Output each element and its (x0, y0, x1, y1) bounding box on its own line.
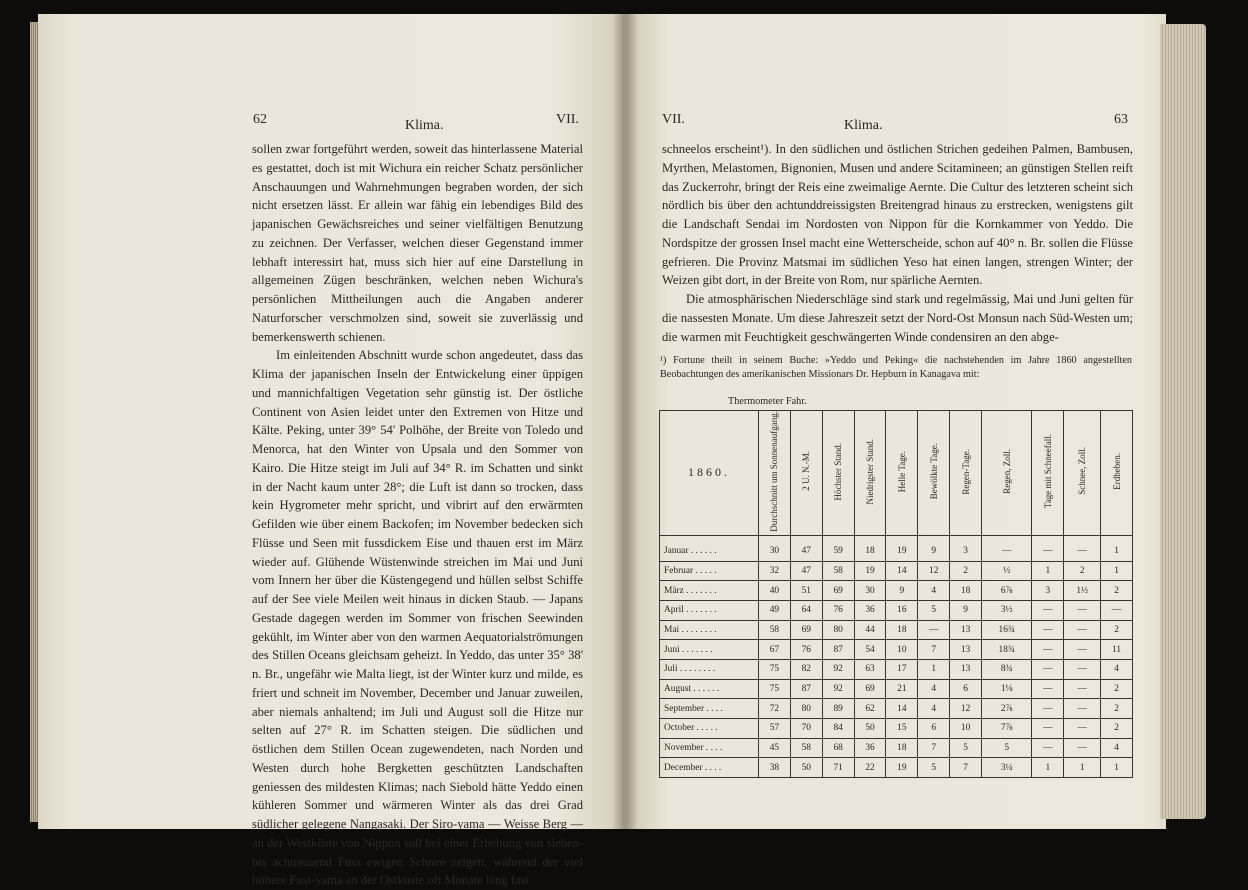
value-cell: 40 (759, 581, 791, 601)
value-cell: 30 (759, 535, 791, 561)
right-body-text (662, 140, 1133, 346)
value-cell: 58 (759, 620, 791, 640)
value-cell: 2⅞ (982, 699, 1032, 719)
left-page-number: 62 (253, 112, 267, 127)
value-cell: — (1032, 718, 1064, 738)
value-cell: 76 (822, 600, 854, 620)
value-cell: 22 (854, 758, 886, 778)
value-cell: 18 (886, 738, 918, 758)
value-cell: — (1064, 620, 1101, 640)
value-cell: 19 (886, 758, 918, 778)
left-paragraph-1: sollen zwar fortgeführt werden, soweit das hinterlassene Material es gestattet, doch ist mit Wichura ein reicher Schatz persönlicher Anschauungen und Wahrnehmungen begraben worden, der sich nicht ersetzen lässt. Er allein war fähig ein lebendiges Bild des japanischen Gewächsreiches und seiner vielfältigen Benutzung zu zeichnen. Der Verfasser, welchen dieser Gegenstand immer lebhaft interessirt hat, muss sich hier auf eine Darstellung in allgemeinen Zügen beschränken, welchen neben Wichura's persönlichen Mittheilungen auch die Angaben anderer Naturforscher verschmolzen sind, soweit sie zuverlässig und bemerkenswerth schienen. (252, 142, 583, 344)
value-cell: 1 (1032, 758, 1064, 778)
value-cell: 7 (918, 640, 950, 660)
value-cell: 1 (1101, 535, 1133, 561)
value-cell: — (1064, 679, 1101, 699)
footnote: ¹) Fortune theilt in seinem Buche: »Yeddo und Peking« die nachstehenden im Jahre 1860 angestellten Beobachtungen des amerikanischen Missionars Dr. Hepburn in Kanagava mit: (660, 355, 1132, 380)
value-cell: 9 (918, 535, 950, 561)
table-row (660, 679, 1133, 699)
value-cell: 63 (854, 659, 886, 679)
value-cell: — (1064, 738, 1101, 758)
value-cell: 36 (854, 600, 886, 620)
column-header: Helle Tage. (886, 411, 918, 536)
value-cell: 21 (886, 679, 918, 699)
value-cell: 70 (790, 718, 822, 738)
month-cell: September . . . . (660, 699, 759, 719)
value-cell: 87 (790, 679, 822, 699)
value-cell: 80 (790, 699, 822, 719)
value-cell: 44 (854, 620, 886, 640)
value-cell: 13 (950, 640, 982, 660)
table-row (660, 758, 1133, 778)
value-cell: 9 (950, 600, 982, 620)
value-cell: — (1101, 600, 1133, 620)
weather-table (659, 410, 1133, 778)
value-cell: 6⅞ (982, 581, 1032, 601)
table-row (660, 561, 1133, 581)
value-cell: — (1032, 640, 1064, 660)
value-cell: 12 (918, 561, 950, 581)
table-year-header: 1860. (660, 411, 759, 536)
column-header: Höchster Stand. (822, 411, 854, 536)
month-cell: Februar . . . . . (660, 561, 759, 581)
table-row (660, 699, 1133, 719)
left-running-head: Klima. (405, 118, 444, 133)
value-cell: 13 (950, 620, 982, 640)
value-cell: 1½ (1064, 581, 1101, 601)
column-header: Erdbeben. (1101, 411, 1133, 536)
value-cell: 18 (886, 620, 918, 640)
value-cell: 10 (950, 718, 982, 738)
value-cell: 4 (918, 581, 950, 601)
value-cell: 76 (790, 640, 822, 660)
value-cell: — (1064, 640, 1101, 660)
value-cell: 15 (886, 718, 918, 738)
value-cell: 19 (854, 561, 886, 581)
value-cell: — (1032, 659, 1064, 679)
left-chapter: VII. (556, 112, 579, 127)
value-cell: 9 (886, 581, 918, 601)
right-paragraph-2: Die atmosphärischen Niederschläge sind stark und regelmässig, Mai und Juni gelten für die nassesten Monate. Um diese Jahreszeit setzt der Nord-Ost Monsun nach Süd-Westen um; die warmen mit Feuchtigkeit geschwängerten Winde condensiren an den abge- (662, 292, 1133, 344)
month-cell: März . . . . . . . (660, 581, 759, 601)
value-cell: 75 (759, 679, 791, 699)
column-header: Regen, Zoll. (982, 411, 1032, 536)
value-cell: 5 (918, 600, 950, 620)
column-header: Bewölkte Tage. (918, 411, 950, 536)
value-cell: 59 (822, 535, 854, 561)
value-cell: 92 (822, 679, 854, 699)
value-cell: 57 (759, 718, 791, 738)
value-cell: 2 (1101, 699, 1133, 719)
value-cell: 58 (790, 738, 822, 758)
column-header: 2 U. N.-M. (790, 411, 822, 536)
value-cell: — (1064, 718, 1101, 738)
value-cell: 19 (886, 535, 918, 561)
table-caption: Thermometer Fahr. (728, 396, 807, 407)
book-page-edges (1160, 24, 1206, 819)
value-cell: 3 (950, 535, 982, 561)
value-cell: 71 (822, 758, 854, 778)
month-cell: November . . . . (660, 738, 759, 758)
month-cell: Juli . . . . . . . . (660, 659, 759, 679)
value-cell: — (1032, 535, 1064, 561)
left-paragraph-2: Im einleitenden Abschnitt wurde schon angedeutet, dass das Klima der japanischen Inseln der Entwickelung einer üppigen und mannichfaltigen Vegetation sehr günstig ist. Der östliche Continent von Asien leidet unter den Extremen von Hitze und Kälte. Peking, unter 39° 54' Polhöhe, der Breite von Toledo und Menorca, hat den Winter von Upsala und den Sommer von Kairo. Die Hitze steigt im Juli auf 34° R. im Schatten und sinkt in der Nacht kaum unter 28°; die Luft ist dann so trocken, dass kein Hygrometer mehr spricht, und vibrirt auf den erwärmten Gefilden wie über einem Backofen; im November bedecken sich Flüsse und Seen mit fussdickem Eise und thauen erst im März wieder auf. Glühende Wüstenwinde streichen im Mai und Juni vom Innern her über die Küstengegend und hüllen selbst Schiffe auf der See viele Meilen weit hinaus in dicken Staub. — Japans Gestade dagegen werden im Sommer von frischen Seewinden gekühlt, im Winter aber von den warmen Aequatorialströmungen des Stillen Oceans gleichsam geheizt. In Yeddo, das unter 35° 38' n. Br., ungefähr wie Malta liegt, ist der Winter kurz und milde, es friert und schneit im November, December und Januar zuweilen, aber niemals anhaltend; im Juli und August soll die Hitze nur selten auf 27° R. im Schatten steigen. Die südlichen und östlichen dem Stillen Ocean zugewendeten, nach Norden und Westen durch hohe Bergketten geschützten Landschaften geniessen des mildesten Klimas; nach Siebold hätte Yeddo einen kühleren Sommer und wärmeren Winter als das drei Grad südlicher gelegene Nangasaki. Der Siro-yama — Weisse Berg — an der Westküste von Nippon soll bei einer Erhebung von sieben- bis achttausend Fuss ewigen Schnee zeigen, während der viel höhere Fusi-yama an der Ostküste oft Monate lang fast (252, 348, 583, 888)
value-cell: 2 (1101, 620, 1133, 640)
value-cell: 82 (790, 659, 822, 679)
value-cell: 32 (759, 561, 791, 581)
value-cell: 1 (1032, 561, 1064, 581)
value-cell: 54 (854, 640, 886, 660)
table-row (660, 600, 1133, 620)
value-cell: 7 (918, 738, 950, 758)
month-cell: Januar . . . . . . (660, 535, 759, 561)
value-cell: 5 (950, 738, 982, 758)
value-cell: 30 (854, 581, 886, 601)
value-cell: — (1064, 600, 1101, 620)
value-cell: 4 (1101, 738, 1133, 758)
month-cell: October . . . . . (660, 718, 759, 738)
value-cell: 18 (950, 581, 982, 601)
value-cell: — (1064, 699, 1101, 719)
value-cell: 5 (982, 738, 1032, 758)
value-cell: 80 (822, 620, 854, 640)
table-row (660, 640, 1133, 660)
value-cell: 4 (918, 699, 950, 719)
value-cell: 69 (790, 620, 822, 640)
value-cell: — (1032, 738, 1064, 758)
value-cell: 45 (759, 738, 791, 758)
table-row (660, 659, 1133, 679)
value-cell: 50 (854, 718, 886, 738)
value-cell: 14 (886, 699, 918, 719)
value-cell: 75 (759, 659, 791, 679)
month-cell: August . . . . . . (660, 679, 759, 699)
table-row (660, 718, 1133, 738)
value-cell: 1 (1064, 758, 1101, 778)
value-cell: 6 (950, 679, 982, 699)
value-cell: 50 (790, 758, 822, 778)
value-cell: 12 (950, 699, 982, 719)
value-cell: 69 (854, 679, 886, 699)
value-cell: 49 (759, 600, 791, 620)
value-cell: 17 (886, 659, 918, 679)
value-cell: 36 (854, 738, 886, 758)
right-running-head: Klima. (844, 118, 883, 133)
value-cell: 68 (822, 738, 854, 758)
value-cell: 3½ (982, 600, 1032, 620)
left-body-text (252, 140, 583, 890)
value-cell: 92 (822, 659, 854, 679)
month-cell: December . . . . (660, 758, 759, 778)
value-cell: 47 (790, 535, 822, 561)
column-header: Niedrigster Stand. (854, 411, 886, 536)
value-cell: — (1032, 679, 1064, 699)
column-header: Durchschnitt um Sonnenaufgang. (759, 411, 791, 536)
value-cell: 7 (950, 758, 982, 778)
value-cell: 72 (759, 699, 791, 719)
value-cell: 16 (886, 600, 918, 620)
right-paragraph-1: schneelos erscheint¹). In den südlichen und östlichen Strichen gedeihen Palmen, Bambusen, Myrthen, Melastomen, Bignonien, Musen und andere Scitamineen; an günstigen Stellen reift das Zuckerrohr, bringt der Reis eine zweimalige Aernte. Die Cultur des letzteren scheint sich nördlich bis über den achtunddreissigsten Breitengrad hinaus zu erstrecken, wenigstens gilt die Landschaft Sendai im Nordosten von Nippon für die Kornkammer von Yeddo. Die Nordspitze der grossen Insel macht eine Wetterscheide, schon auf 40° n. Br. sollen die Flüsse gefrieren. Die Provinz Matsmai im südlichen Yeso hat einen langen, strengen Winter; der Weizen gibt dort, in der Breite von Rom, nur spärliche Aernten. (662, 142, 1133, 288)
value-cell: 14 (886, 561, 918, 581)
table-row (660, 535, 1133, 561)
value-cell: 1 (1101, 758, 1133, 778)
value-cell: — (1064, 659, 1101, 679)
value-cell: 64 (790, 600, 822, 620)
value-cell: 18 (854, 535, 886, 561)
value-cell: 4 (918, 679, 950, 699)
value-cell: 38 (759, 758, 791, 778)
value-cell: 2 (1101, 718, 1133, 738)
value-cell: 1⅛ (982, 679, 1032, 699)
value-cell: 4 (1101, 659, 1133, 679)
value-cell: ½ (982, 561, 1032, 581)
value-cell: 11 (1101, 640, 1133, 660)
value-cell: 84 (822, 718, 854, 738)
value-cell: 87 (822, 640, 854, 660)
book-gutter (612, 14, 638, 829)
value-cell: 8¾ (982, 659, 1032, 679)
value-cell: 18¾ (982, 640, 1032, 660)
right-chapter: VII. (662, 112, 685, 127)
value-cell: — (1064, 535, 1101, 561)
column-header: Schnee, Zoll. (1064, 411, 1101, 536)
value-cell: 16¾ (982, 620, 1032, 640)
month-cell: Juni . . . . . . . (660, 640, 759, 660)
value-cell: 89 (822, 699, 854, 719)
value-cell: 67 (759, 640, 791, 660)
value-cell: 10 (886, 640, 918, 660)
value-cell: — (982, 535, 1032, 561)
value-cell: 2 (1101, 679, 1133, 699)
value-cell: — (1032, 600, 1064, 620)
value-cell: 5 (918, 758, 950, 778)
table-row (660, 620, 1133, 640)
value-cell: — (1032, 620, 1064, 640)
month-cell: Mai . . . . . . . . (660, 620, 759, 640)
table-row (660, 581, 1133, 601)
value-cell: 69 (822, 581, 854, 601)
value-cell: 51 (790, 581, 822, 601)
right-page-number: 63 (1114, 112, 1128, 127)
value-cell: — (1032, 699, 1064, 719)
value-cell: 47 (790, 561, 822, 581)
value-cell: 1 (918, 659, 950, 679)
column-header: Regen-Tage. (950, 411, 982, 536)
value-cell: 6 (918, 718, 950, 738)
value-cell: 7⅞ (982, 718, 1032, 738)
value-cell: 3 (1032, 581, 1064, 601)
value-cell: 2 (1064, 561, 1101, 581)
column-header: Tage mit Schneefall. (1032, 411, 1064, 536)
month-cell: April . . . . . . . (660, 600, 759, 620)
value-cell: — (918, 620, 950, 640)
value-cell: 58 (822, 561, 854, 581)
value-cell: 1 (1101, 561, 1133, 581)
value-cell: 3¼ (982, 758, 1032, 778)
table-row (660, 738, 1133, 758)
table-header-row (660, 411, 1133, 536)
value-cell: 13 (950, 659, 982, 679)
value-cell: 2 (1101, 581, 1133, 601)
value-cell: 2 (950, 561, 982, 581)
value-cell: 62 (854, 699, 886, 719)
